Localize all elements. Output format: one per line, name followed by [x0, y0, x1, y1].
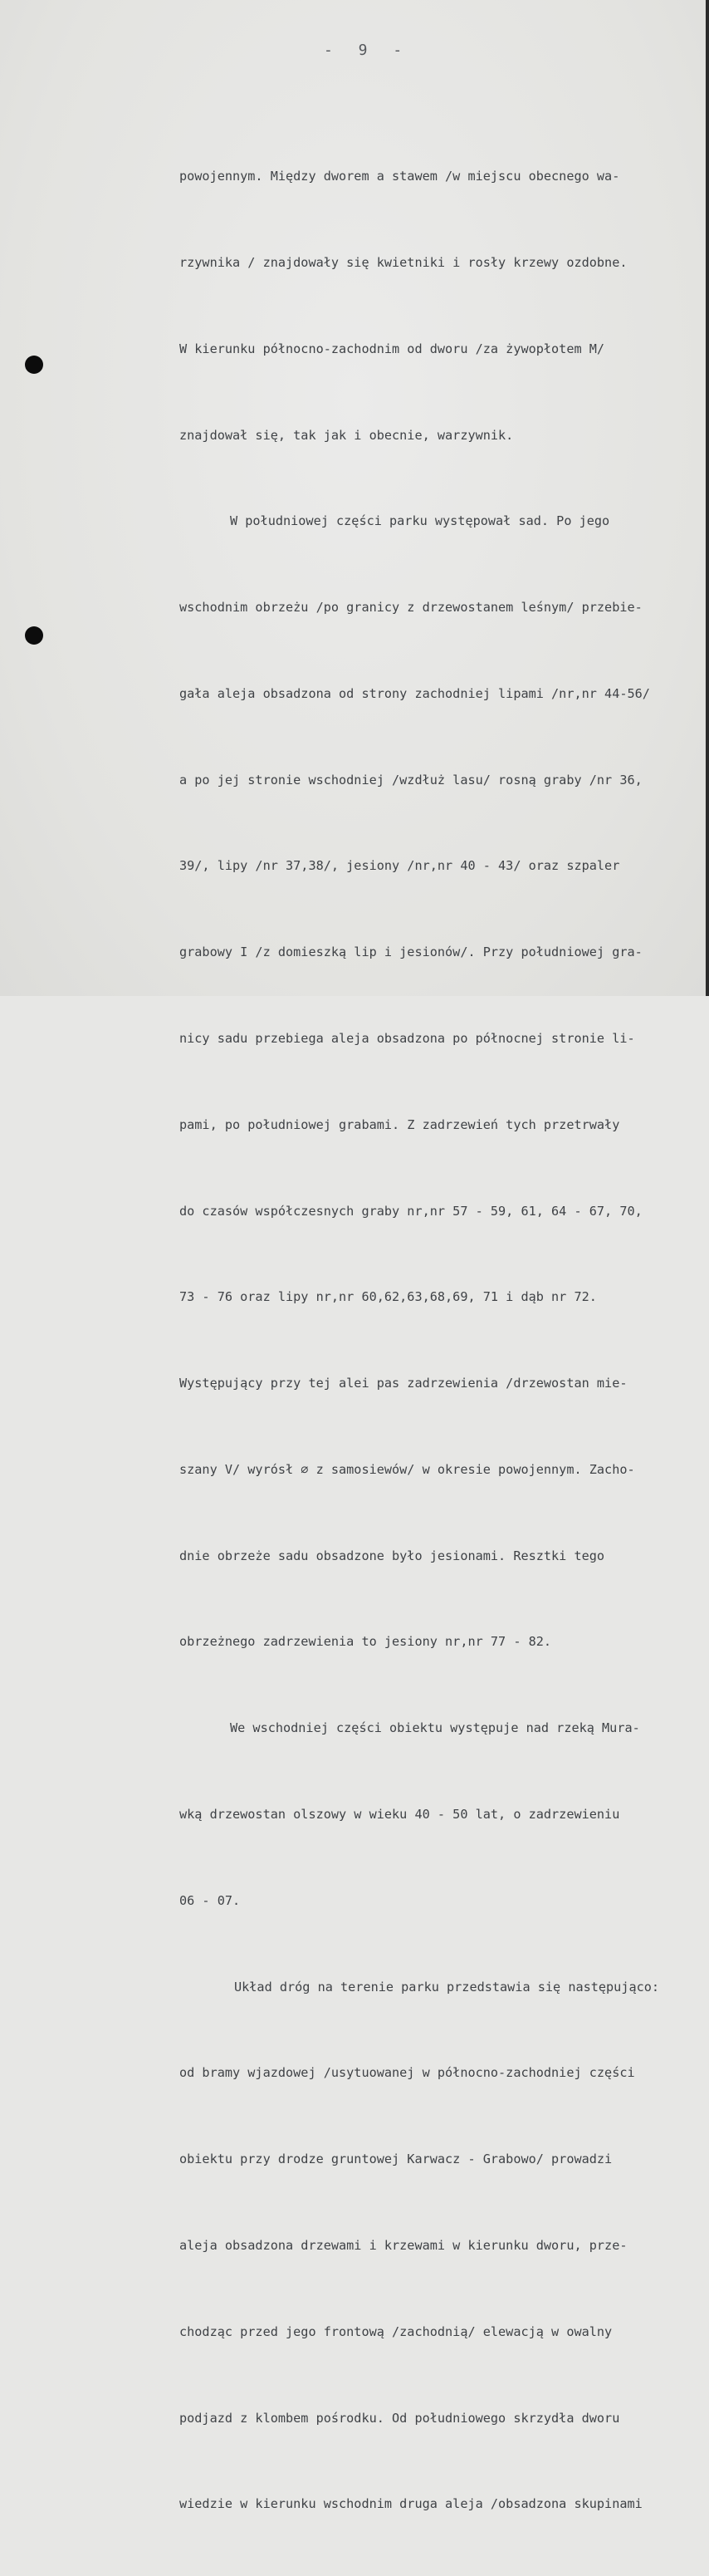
text-line: znajdował się, tak jak i obecnie, warzywnik. — [179, 427, 514, 443]
text-line: a po jej stronie wschodniej /wzdłuż lasu/ rosną graby /nr 36, — [179, 772, 643, 788]
text-line: szany V/ wyrósł ∅ z samosiewów/ w okresie powojennym. Zacho- — [179, 1461, 635, 1477]
text-line: 39/, lipy /nr 37,38/, jesiony /nr,nr 40 - 43/ oraz szpaler — [179, 858, 620, 874]
text-line: wiedzie w kierunku wschodnim druga aleja /obsadzona skupinami — [179, 2496, 643, 2512]
typed-text-body — [0, 105, 709, 2576]
text-line: We wschodniej części obiektu występuje nad rzeką Mura- — [230, 1720, 640, 1736]
text-line: obiektu przy drodze gruntowej Karwacz - Grabowo/ prowadzi — [179, 2152, 613, 2167]
punch-hole — [25, 626, 43, 645]
text-line: gała aleja obsadzona od strony zachodniej lipami /nr,nr 44-56/ — [179, 685, 650, 701]
text-line: rzywnika / znajdowały się kwietniki i rosły krzewy ozdobne. — [179, 254, 628, 270]
text-line: nicy sadu przebiega aleja obsadzona po północnej stronie li- — [179, 1031, 635, 1046]
text-line: 06 - 07. — [179, 1892, 241, 1908]
text-line: obrzeżnego zadrzewienia to jesiony nr,nr 77 - 82. — [179, 1634, 552, 1650]
text-line: 73 - 76 oraz lipy nr,nr 60,62,63,68,69, 71 i dąb nr 72. — [179, 1289, 597, 1305]
text-line: wką drzewostan olszowy w wieku 40 - 50 lat, o zadrzewieniu — [179, 1807, 620, 1823]
scan-edge — [706, 0, 709, 996]
text-line: W południowej części parku występował sad. Po jego — [230, 513, 610, 529]
text-line: grabowy I /z domieszką lip i jesionów/. Przy południowej gra- — [179, 945, 643, 960]
text-line: Układ dróg na terenie parku przedstawia się następująco: — [234, 1979, 660, 1995]
text-line: podjazd z klombem pośrodku. Od południowego skrzydła dworu — [179, 2410, 620, 2426]
text-line: W kierunku północno-zachodnim od dworu /za żywopłotem M/ — [179, 341, 605, 356]
text-line: Występujący przy tej alei pas zadrzewienia /drzewostan mie- — [179, 1376, 628, 1391]
punch-hole — [25, 356, 43, 374]
text-line: powojennym. Między dworem a stawem /w miejscu obecnego wa- — [179, 169, 620, 184]
text-line: aleja obsadzona drzewami i krzewami w kierunku dworu, prze- — [179, 2237, 628, 2253]
text-line: do czasów współczesnych graby nr,nr 57 - 59, 61, 64 - 67, 70, — [179, 1203, 643, 1219]
page-number: - 9 - — [324, 42, 411, 59]
text-line: pami, po południowej grabami. Z zadrzewień tych przetrwały — [179, 1116, 620, 1132]
text-line: dnie obrzeże sadu obsadzone było jesionami. Resztki tego — [179, 1548, 605, 1563]
text-line: chodząc przed jego frontową /zachodnią/ elewacją w owalny — [179, 2323, 613, 2339]
text-line: od bramy wjazdowej /usytuowanej w północno-zachodniej części — [179, 2065, 635, 2081]
text-line: wschodnim obrzeżu /po granicy z drzewostanem leśnym/ przebie- — [179, 600, 643, 616]
